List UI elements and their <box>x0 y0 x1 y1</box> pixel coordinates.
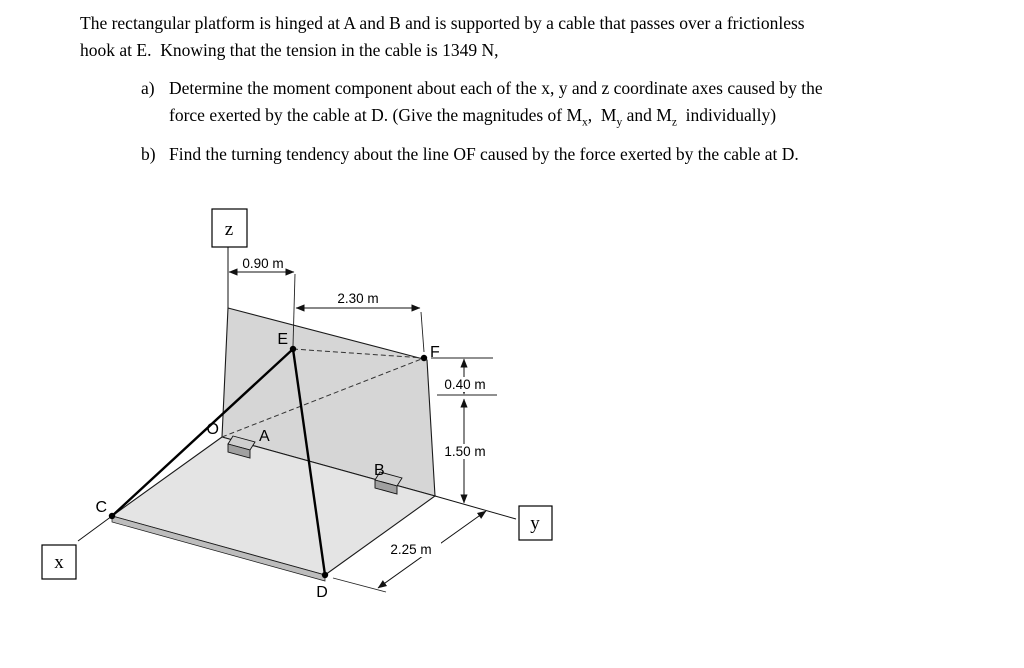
point-label-D: D <box>316 584 328 601</box>
y-axis-label: y <box>530 513 540 534</box>
point-dot-C <box>109 513 115 519</box>
item-a-line1: Determine the moment component about each of the x, y and z coordinate axes caused by the <box>169 78 823 98</box>
ext-line-F <box>421 312 424 352</box>
point-dot-F <box>421 355 427 361</box>
x-axis-box <box>42 545 76 579</box>
x-axis-label: x <box>54 552 64 573</box>
dim-label-090: 0.90 m <box>242 256 284 271</box>
point-label-A: A <box>259 428 270 445</box>
point-label-B: B <box>374 462 385 479</box>
point-label-E: E <box>277 331 288 348</box>
ext-line-D <box>333 578 386 592</box>
item-b-text: Find the turning tendency about the line OF caused by the force exerted by the cable at D. <box>169 144 799 164</box>
y-axis-box <box>519 506 552 540</box>
point-dot-E <box>290 346 296 352</box>
dim-label-040: 0.40 m <box>444 377 486 392</box>
x-axis-line <box>78 516 112 541</box>
point-label-C: C <box>95 499 107 516</box>
z-axis-label: z <box>224 219 234 240</box>
z-axis-box <box>212 209 247 247</box>
item-a-line2: force exerted by the cable at D. (Give the magnitudes of $M_x$, $M_y$ and $M_z$ individually) <box>169 105 777 129</box>
y-axis-line <box>435 496 516 519</box>
dim-label-230: 2.30 m <box>337 291 379 306</box>
point-label-O: O <box>206 421 219 438</box>
problem-intro-line1: The rectangular platform is hinged at A and B and is supported by a cable that passes over a frictionless <box>80 13 805 33</box>
problem-intro-line2: hook at E. Knowing that the tension in the cable is 1349 N, <box>80 40 499 60</box>
dim-label-150: 1.50 m <box>444 444 486 459</box>
dim-label-225: 2.25 m <box>390 542 432 557</box>
item-a-label: a) <box>141 78 155 98</box>
point-dot-D <box>322 572 328 578</box>
point-label-F: F <box>430 344 440 361</box>
item-b-label: b) <box>141 144 156 164</box>
